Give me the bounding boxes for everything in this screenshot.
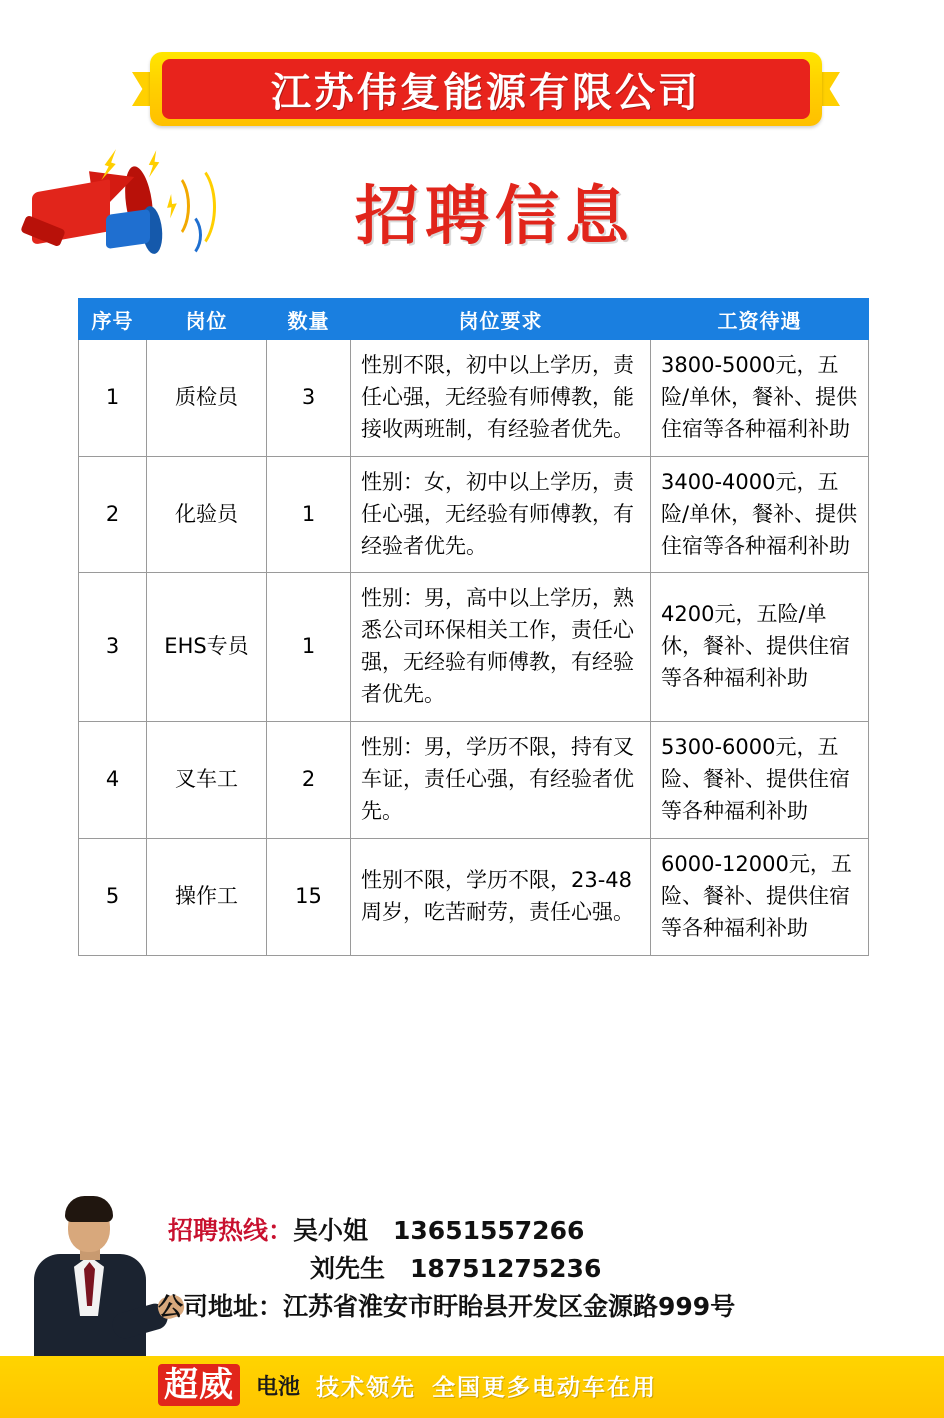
cell-post: 化验员 (147, 456, 267, 573)
banner-frame (150, 52, 822, 126)
cell-qty: 1 (267, 456, 351, 573)
cell-pay: 4200元，五险/单休，餐补、提供住宿等各种福利补助 (651, 573, 869, 722)
cell-qty: 3 (267, 340, 351, 457)
banner-inner (162, 59, 810, 119)
cell-post: EHS专员 (147, 573, 267, 722)
cell-req: 性别：男，高中以上学历，熟悉公司环保相关工作，责任心强，无经验有师傅教，有经验者优先。 (351, 573, 651, 722)
column-header-qty: 数量 (267, 299, 351, 340)
page-title: 招聘信息 (355, 180, 635, 254)
table-row (79, 340, 869, 457)
company-name: 江苏伟复能源有限公司 (271, 69, 701, 116)
footer-brand-content (158, 1364, 657, 1406)
jobs-table (78, 298, 869, 956)
lightning-bolt-icon (145, 149, 164, 179)
address-label: 公司地址： (158, 1292, 284, 1321)
table-row (79, 722, 869, 839)
cell-post: 操作工 (147, 838, 267, 955)
hotline-contact-2: 刘先生 18751275236 (310, 1254, 602, 1283)
column-header-no: 序号 (79, 299, 147, 340)
cell-pay: 6000-12000元，五险、餐补、提供住宿等各种福利补助 (651, 838, 869, 955)
brand-subtext: 电池 (256, 1374, 301, 1400)
hotline-line (120, 1212, 910, 1250)
jobs-table-container (78, 298, 868, 956)
footer-brand-bar (0, 1356, 944, 1418)
column-header-req: 岗位要求 (351, 299, 651, 340)
cell-no: 4 (79, 722, 147, 839)
cell-req: 性别不限，初中以上学历，责任心强，无经验有师傅教，能接收两班制，有经验者优先。 (351, 340, 651, 457)
brand-slogan-1: 技术领先 (316, 1374, 417, 1401)
megaphone-icon (14, 150, 229, 265)
cell-pay: 3800-5000元，五险/单休，餐补、提供住宿等各种福利补助 (651, 340, 869, 457)
cell-post: 质检员 (147, 340, 267, 457)
column-header-post: 岗位 (147, 299, 267, 340)
title-banner (150, 52, 822, 126)
brand-logo: 超威 (158, 1364, 240, 1406)
brand-slogan-2: 全国更多电动车在用 (432, 1374, 658, 1401)
table-row (79, 456, 869, 573)
cell-qty: 2 (267, 722, 351, 839)
hotline-contact-1: 吴小姐 13651557266 (293, 1216, 585, 1245)
table-row (79, 838, 869, 955)
cell-pay: 3400-4000元，五险/单休，餐补、提供住宿等各种福利补助 (651, 456, 869, 573)
cell-no: 3 (79, 573, 147, 722)
hotline-contact-2-line (120, 1250, 910, 1288)
spokesperson-hair (65, 1196, 113, 1222)
cell-no: 1 (79, 340, 147, 457)
cell-req: 性别：女，初中以上学历，责任心强，无经验有师傅教，有经验者优先。 (351, 456, 651, 573)
megaphone-blue-body (106, 209, 150, 249)
contact-block (120, 1212, 910, 1326)
table-row (79, 573, 869, 722)
cell-req: 性别：男，学历不限，持有叉车证，责任心强，有经验者优先。 (351, 722, 651, 839)
cell-no: 5 (79, 838, 147, 955)
address-value: 江苏省淮安市盱眙县开发区金源路999号 (283, 1292, 736, 1321)
cell-post: 叉车工 (147, 722, 267, 839)
cell-qty: 15 (267, 838, 351, 955)
cell-pay: 5300-6000元，五险、餐补、提供住宿等各种福利补助 (651, 722, 869, 839)
cell-req: 性别不限，学历不限，23-48周岁，吃苦耐劳，责任心强。 (351, 838, 651, 955)
sound-wave-blue (170, 212, 202, 258)
table-header-row (79, 299, 869, 340)
address-line (120, 1288, 910, 1326)
column-header-pay: 工资待遇 (651, 299, 869, 340)
cell-qty: 1 (267, 573, 351, 722)
hotline-label: 招聘热线： (168, 1216, 294, 1245)
cell-no: 2 (79, 456, 147, 573)
